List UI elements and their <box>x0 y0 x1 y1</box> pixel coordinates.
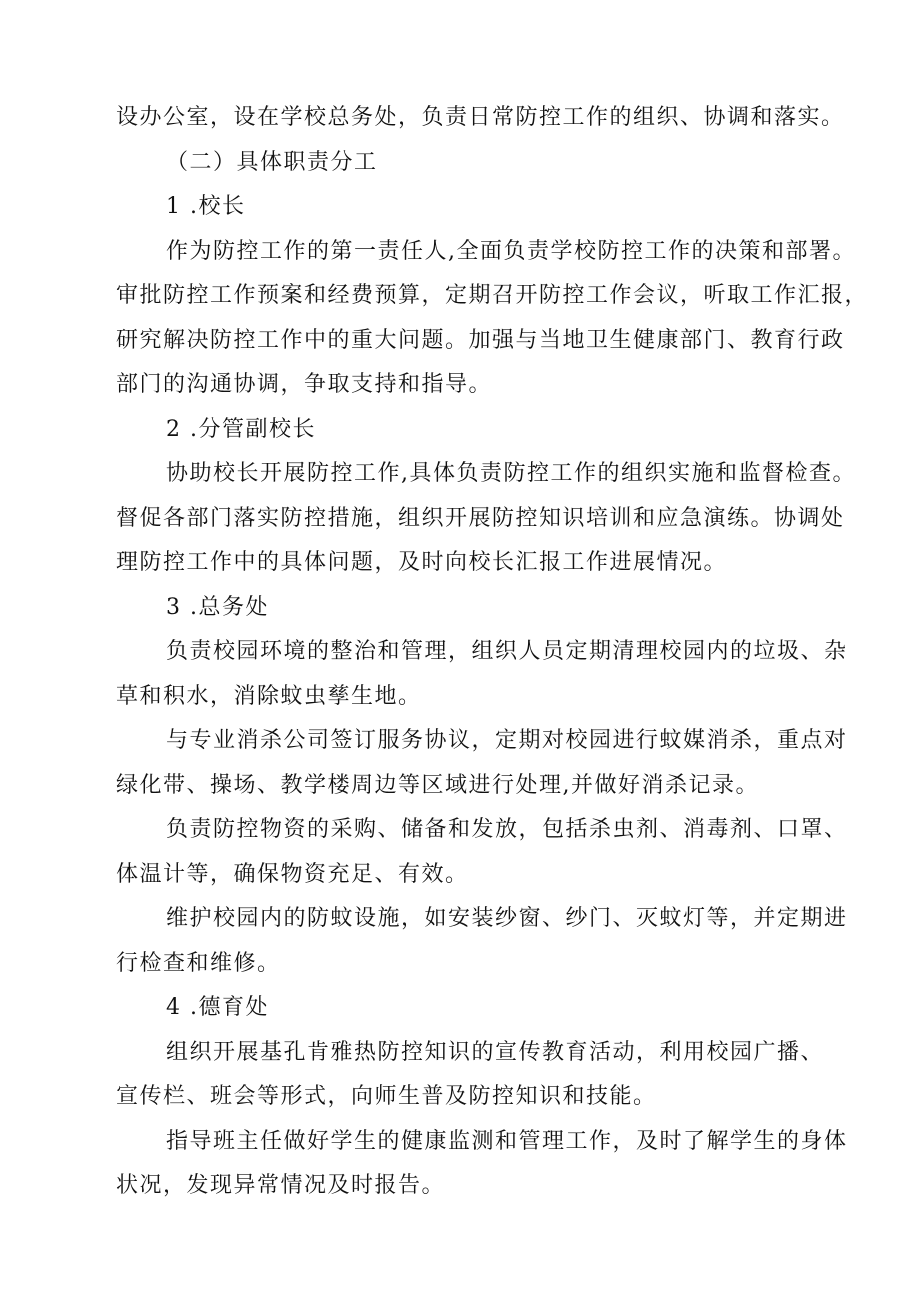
paragraph-line: 督促各部门落实防控措施，组织开展防控知识培训和应急演练。协调处 <box>116 505 845 531</box>
section-heading: （二）具体职责分工 <box>166 149 378 175</box>
paragraph-line: 行检查和维修。 <box>116 950 281 976</box>
paragraph-line: 组织开展基孔肯雅热防控知识的宣传教育活动，利用校园广播、 <box>166 1039 825 1065</box>
paragraph-line: 指导班主任做好学生的健康监测和管理工作，及时了解学生的身体 <box>166 1128 848 1154</box>
paragraph-line: 负责防控物资的采购、储备和发放，包括杀虫剂、消毒剂、口罩、 <box>166 817 848 842</box>
document-body <box>116 96 869 1209</box>
subsection-heading-vice-principal: 2 .分管副校长 <box>166 416 316 442</box>
paragraph-line: 审批防控工作预案和经费预算，定期召开防控工作会议，听取工作汇报， <box>116 283 869 308</box>
paragraph-line: 研究解决防控工作中的重大问题。加强与当地卫生健康部门、教育行政 <box>116 327 845 353</box>
paragraph-line: 负责校园环境的整治和管理，组织人员定期清理校园内的垃圾、杂 <box>166 639 848 664</box>
paragraph-line: 绿化带、操场、教学楼周边等区域进行处理,并做好消杀记录。 <box>116 772 759 798</box>
paragraph-line: 设办公室，设在学校总务处，负责日常防控工作的组织、协调和落实。 <box>116 105 845 130</box>
paragraph-line: 宣传栏、班会等形式，向师生普及防控知识和技能。 <box>116 1084 657 1109</box>
paragraph-line: 理防控工作中的具体问题，及时向校长汇报工作进展情况。 <box>116 550 728 575</box>
subsection-heading-moral-education: 4 .德育处 <box>166 995 269 1020</box>
paragraph-line: 作为防控工作的第一责任人,全面负责学校防控工作的决策和部署。 <box>166 238 856 264</box>
paragraph-line: 草和积水，消除蚊虫孳生地。 <box>116 683 422 709</box>
paragraph-line: 协助校长开展防控工作,具体负责防控工作的组织实施和监督检查。 <box>166 461 856 486</box>
paragraph-line: 部门的沟通协调，争取支持和指导。 <box>116 372 493 397</box>
paragraph-line: 维护校园内的防蚊设施，如安装纱窗、纱门、灭蚊灯等，并定期进 <box>166 906 848 931</box>
paragraph-line: 状况，发现异常情况及时报告。 <box>116 1173 446 1198</box>
subsection-heading-principal: 1 .校长 <box>166 194 246 219</box>
paragraph-line: 体温计等，确保物资充足、有效。 <box>116 861 469 887</box>
paragraph-line: 与专业消杀公司签订服务协议，定期对校园进行蚊媒消杀，重点对 <box>166 728 848 753</box>
subsection-heading-general-affairs: 3 .总务处 <box>166 594 269 620</box>
